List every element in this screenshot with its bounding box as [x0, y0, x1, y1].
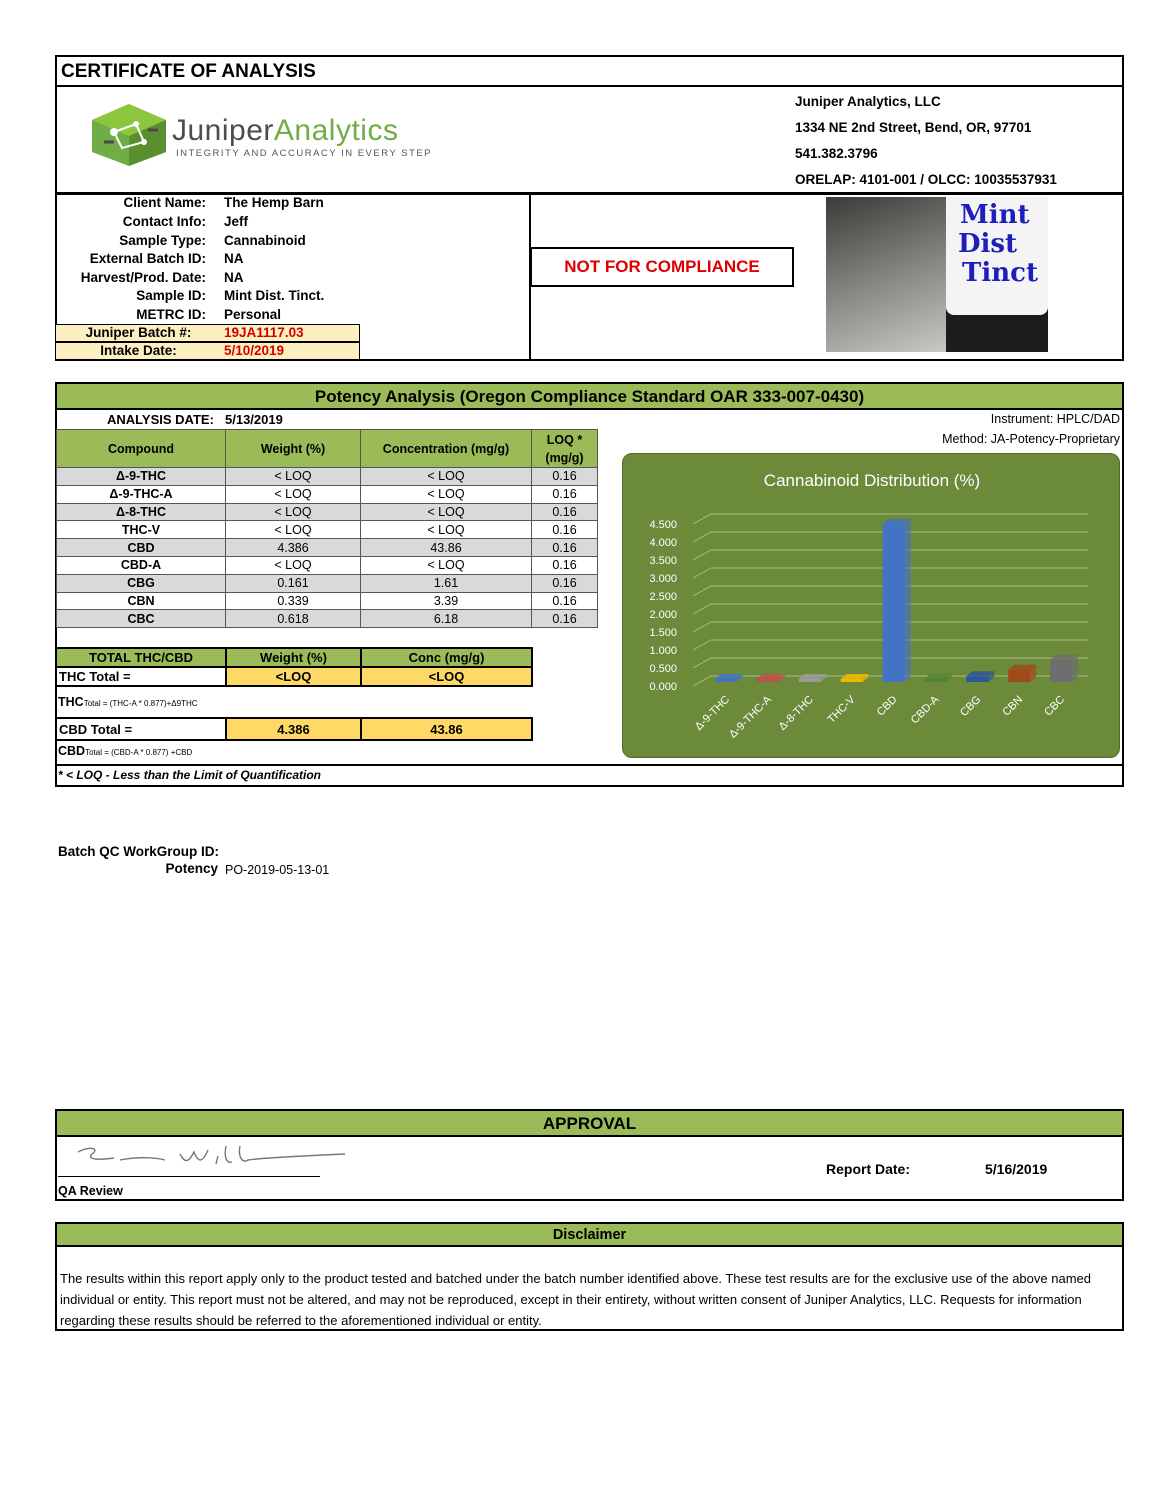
instrument-text: Instrument: HPLC/DAD: [990, 412, 1120, 426]
grid-line-diag: [693, 514, 711, 524]
page-title: CERTIFICATE OF ANALYSIS: [55, 55, 1124, 87]
grid-line-diag: [693, 568, 711, 578]
grid-line-diag: [693, 676, 711, 686]
qc-potency-label: Potency: [165, 861, 218, 876]
grid-line-diag: [693, 532, 711, 542]
x-tick-label: CBG: [958, 693, 984, 719]
totals-header-conc: Conc (mg/g): [361, 648, 532, 667]
footnote-divider: [55, 764, 1124, 766]
table-row: THC-V < LOQ < LOQ 0.16: [57, 521, 598, 539]
loq-footnote: * < LOQ - Less than the Limit of Quantification: [58, 768, 322, 782]
grid-line-diag: [693, 622, 711, 632]
x-tick-label: CBD-A: [908, 693, 942, 727]
external-batch-label: External Batch ID:: [89, 251, 206, 266]
totals-header-label: TOTAL THC/CBD: [56, 648, 226, 667]
y-tick-label: 4.000: [649, 537, 677, 549]
y-tick-label: 2.000: [649, 609, 677, 621]
thc-formula: THCTotal = (THC-A * 0.877)+Δ9THC: [58, 695, 198, 709]
cannabinoid-chart: [622, 453, 1120, 758]
grid-line-diag: [693, 658, 711, 668]
grid-line-diag: [693, 640, 711, 650]
y-tick-label: 3.500: [649, 555, 677, 567]
y-tick-label: 4.500: [649, 519, 677, 531]
approval-title: APPROVAL: [55, 1109, 1124, 1137]
thc-total-row: [56, 667, 532, 686]
table-row: CBC 0.618 6.18 0.16: [57, 610, 598, 628]
method-text: Method: JA-Potency-Proprietary: [942, 432, 1120, 446]
photo-background: [826, 197, 946, 352]
table-row: CBD-A < LOQ < LOQ 0.16: [57, 556, 598, 574]
chart-bar: [715, 679, 737, 682]
grid-line-diag: [693, 586, 711, 596]
x-tick-label: Δ-9-THC-A: [726, 693, 774, 741]
analysis-date-value: 5/13/2019: [225, 412, 283, 427]
metrc-id-label: METRC ID:: [136, 307, 206, 322]
chart-bar: [841, 679, 863, 682]
sample-photo: [826, 197, 1048, 352]
table-row: CBG 0.161 1.61 0.16: [57, 574, 598, 592]
client-name-value: The Hemp Barn: [224, 195, 324, 210]
y-tick-label: 0.500: [649, 663, 677, 675]
lab-name: Juniper Analytics, LLC: [795, 94, 941, 109]
totals-header-weight: Weight (%): [226, 648, 361, 667]
lab-logo: [84, 102, 484, 168]
harvest-date-label: Harvest/Prod. Date:: [80, 270, 206, 285]
logo-tagline: INTEGRITY AND ACCURACY IN EVERY STEP: [176, 148, 433, 159]
col-weight: Weight (%): [226, 430, 361, 468]
signature-line: [58, 1176, 320, 1177]
x-tick-label: CBD: [874, 693, 900, 719]
totals-table: [55, 647, 533, 687]
sample-type-label: Sample Type:: [119, 233, 206, 248]
compliance-badge: NOT FOR COMPLIANCE: [530, 247, 794, 287]
contact-info-value: Jeff: [224, 214, 249, 229]
lab-phone: 541.382.3796: [795, 146, 878, 161]
thc-total-conc: <LOQ: [361, 667, 532, 686]
client-name-label: Client Name:: [123, 195, 206, 210]
grid-line-diag: [693, 550, 711, 560]
x-tick-label: THC-V: [825, 693, 858, 726]
sample-type-value: Cannabinoid: [224, 233, 306, 248]
cbd-total-label: CBD Total =: [56, 718, 226, 740]
x-tick-label: CBN: [1000, 693, 1026, 719]
chart-bar: [1050, 660, 1072, 682]
col-concentration: Concentration (mg/g): [361, 430, 532, 468]
y-tick-label: 1.500: [649, 627, 677, 639]
col-compound: Compound: [57, 430, 226, 468]
chart-x-axis: [693, 693, 1067, 740]
disclaimer-text: The results within this report apply only to the product tested and batched under the batch number identified above. These test results are for the exclusive use of the above named individual or entity. This report must not be altered, and may not be reproduced, except in their entirety, without written consent of Juniper Analytics, LLC. Requests for information regarding these results should be referred to the aforementioned individual or entity.: [55, 1246, 1124, 1331]
y-tick-label: 3.000: [649, 573, 677, 585]
intake-value: 5/10/2019: [224, 343, 285, 358]
table-row: Δ-9-THC < LOQ < LOQ 0.16: [57, 468, 598, 486]
batch-row: [55, 324, 360, 342]
logo-wordmark: JuniperAnalytics: [172, 114, 399, 147]
external-batch-value: NA: [224, 251, 244, 266]
sample-id-label: Sample ID:: [136, 288, 206, 303]
sample-id-value: Mint Dist. Tinct.: [224, 288, 325, 303]
chart-bar: [966, 676, 988, 682]
batch-value: 19JA1117.03: [224, 325, 304, 340]
report-date-label: Report Date:: [826, 1161, 911, 1177]
x-tick-label: Δ-9-THC: [692, 693, 733, 733]
contact-info-label: Contact Info:: [122, 214, 206, 229]
table-row: Δ-8-THC < LOQ < LOQ 0.16: [57, 503, 598, 521]
harvest-date-value: NA: [224, 270, 244, 285]
potency-table: [56, 429, 598, 628]
potency-title: Potency Analysis (Oregon Compliance Standard OAR 333-007-0430): [55, 382, 1124, 410]
chart-y-axis: [649, 519, 677, 693]
qa-review-label: QA Review: [58, 1184, 123, 1198]
chart-bar: [799, 679, 821, 682]
cbd-total-table: [55, 717, 533, 741]
chart-bar: [883, 524, 905, 682]
cbd-formula: CBDTotal = (CBD-A * 0.877) +CBD: [58, 744, 193, 758]
report-date-value: 5/16/2019: [985, 1161, 1048, 1177]
x-tick-label: Δ-8-THC: [776, 693, 816, 733]
analysis-date-label: ANALYSIS DATE:: [107, 412, 214, 427]
thc-total-weight: <LOQ: [226, 667, 361, 686]
chart-bar: [757, 679, 779, 682]
qc-label: Batch QC WorkGroup ID:: [58, 844, 220, 859]
cbd-total-row: [56, 718, 532, 740]
chart-title: Cannabinoid Distribution (%): [763, 471, 981, 490]
cube-logo-icon: [84, 102, 174, 168]
table-row: CBN 0.339 3.39 0.16: [57, 592, 598, 610]
cbd-total-weight: 4.386: [226, 718, 361, 740]
disclaimer-title: Disclaimer: [55, 1222, 1124, 1247]
totals-header: [56, 648, 532, 667]
lab-address: 1334 NE 2nd Street, Bend, OR, 97701: [795, 120, 1032, 135]
signature: [70, 1138, 360, 1172]
batch-label: Juniper Batch #:: [85, 325, 192, 340]
y-tick-label: 2.500: [649, 591, 677, 603]
y-tick-label: 0.000: [649, 681, 677, 693]
intake-label: Intake Date:: [100, 343, 177, 358]
grid-line-diag: [693, 604, 711, 614]
metrc-id-value: Personal: [224, 307, 282, 322]
col-loq: LOQ * (mg/g): [532, 430, 598, 468]
chart-bar: [924, 679, 946, 682]
chart-svg: [623, 454, 1121, 759]
chart-bar: [1008, 670, 1030, 682]
thc-total-label: THC Total =: [56, 667, 226, 686]
table-row: CBD 4.386 43.86 0.16: [57, 539, 598, 557]
table-row: Δ-9-THC-A < LOQ < LOQ 0.16: [57, 485, 598, 503]
photo-handwriting: Mint Dist Tinct: [958, 200, 1038, 288]
y-tick-label: 1.000: [649, 645, 677, 657]
potency-table-header: [57, 430, 598, 468]
lab-license: ORELAP: 4101-001 / OLCC: 10035537931: [795, 172, 1057, 187]
chart-bar-side: [905, 519, 911, 682]
qc-potency-value: PO-2019-05-13-01: [225, 863, 330, 877]
intake-row: [55, 342, 360, 360]
cbd-total-conc: 43.86: [361, 718, 532, 740]
x-tick-label: CBC: [1042, 693, 1068, 719]
